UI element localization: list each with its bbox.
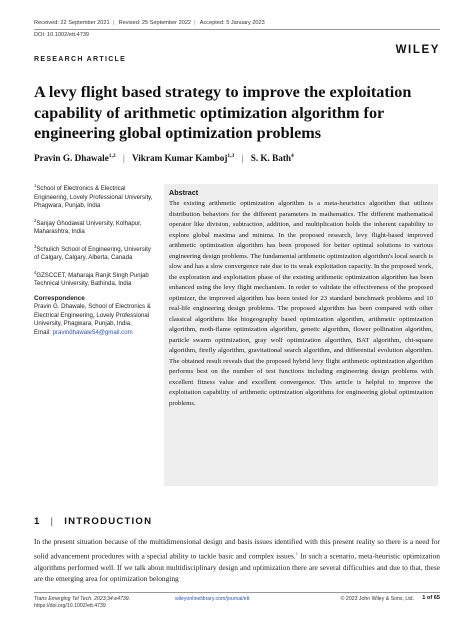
copyright: © 2023 John Wiley & Sons, Ltd. <box>340 596 414 602</box>
doi[interactable]: DOI: 10.1002/ett.4739 <box>34 32 90 38</box>
journal-citation: Trans Emerging Tel Tech. 2023;34:e4739. <box>34 596 131 602</box>
section-separator: | <box>50 516 55 527</box>
section-title: INTRODUCTION <box>64 516 153 527</box>
author-list <box>34 153 294 163</box>
affiliations-column <box>34 182 156 337</box>
section-heading <box>34 516 152 527</box>
author-affiliation-ref: 1,2 <box>108 153 116 159</box>
affiliation: $^2$Sanjay Ghodawat University, Kolhapur, Maharashtra, India <box>34 217 142 236</box>
author-affiliation-ref: 4 <box>291 153 294 159</box>
abstract-text: The existing arithmetic optimization algorithm is a meta-heuristics algorithm that utilizes distribution behaviors for the different parameters in mathematics. The different mathematical operator like division, subtraction, addition, and multiplication holds the inherent capability to explore global maxima and minima. In the proposed research, levy flight-based improved arithmetic optimization algorithm has been proposed for better optimal solutions to various engineering design problems. The fundamental arithmetic optimization algorithm's local search is slow and has a slow convergence rate due to its weak exploitation capacity. In the proposed work, the exploration and exploitation phase of the existing arithmetic optimization algorithm has been enhanced using the levy flight mechanism. In order to validate the effectiveness of the proposed optimizer, the improved algorithm has been tested for 23 standard benchmark problems and 10 real-life engineering design problems. The proposed algorithm has been compared with other classical algorithms like biogeography based optimization algorithm, arithmetic optimization algorithm, moth-flame optimization algorithm, genetic algorithm, flower pollination algorithm, particle swarm optimization, gray wolf optimization algorithm, BAT algorithm, chi-square algorithm, firefly algorithm, gravitational search algorithm, and differential evolution algorithm. The obtained result reveals that the proposed hybrid levy flight arithmetic optimization algorithm performs best on the number of test functions including engineering design problems with excellent fitness value and excellent convergence. This article is helpful to improve the exploitation capability of arithmetic optimization algorithms for engineering global optimization problems. <box>169 200 433 407</box>
correspondence-text: Pravin G. Dhawale, School of Electronics & Electrical Engineering, Lovely Professional University, Phagwara, Punjab, India. <box>34 303 151 328</box>
intro-paragraph: In the present situation because of the multidimensional design and basis issues identified with this present reality so there is a need for solid advancement procedures with a special ability to tackle basic and complex issues.$^1$ In such a scenario, meta-heuristic optimization algorithms performed well. If we talk about multidisciplinary design and optimization there are several difficulties and due to that, these are the emerging area for optimization belonging <box>34 537 441 584</box>
footer-divider <box>34 592 440 593</box>
page-number: 1 of 65 <box>422 595 440 601</box>
footer-citation <box>34 596 130 610</box>
abstract-box <box>164 184 438 486</box>
revised-date: Revised: 25 September 2022 <box>118 20 192 26</box>
author-name[interactable]: Pravin G. Dhawale <box>34 153 109 164</box>
article-type: RESEARCH ARTICLE <box>34 56 127 63</box>
publisher-logo: WILEY <box>395 44 440 56</box>
author-affiliation-ref: 1,3 <box>227 153 235 159</box>
citation-ref[interactable]: 1 <box>295 550 298 556</box>
correspondence-email: Email: pravindhawale54@gmail.com <box>34 328 133 336</box>
author-separator: | <box>122 153 125 164</box>
section-number: 1 <box>34 516 41 527</box>
affiliation: $^3$Schulich School of Engineering, University of Calgary, Calgary, Alberta, Canada <box>34 243 151 262</box>
article-title: A levy flight based strategy to improve the exploitation capability of arithmetic optimization algorithm for engineering global optimization problems <box>34 83 412 142</box>
doi-url[interactable]: https://doi.org/10.1002/ett.4739 <box>34 603 106 610</box>
email-link[interactable]: pravindhawale54@gmail.com <box>52 328 133 336</box>
abstract-heading: Abstract <box>169 188 199 197</box>
author-separator: | <box>241 153 244 164</box>
affiliation: $^4$GZSCCET, Maharaja Ranjit Singh Punjab Technical University, Bathinda, India <box>34 269 149 288</box>
affiliation: $^1$School of Electronics & Electrical Engineering, Lovely Professional University, Phagwara, Punjab, India <box>34 183 153 210</box>
header-divider <box>34 29 440 30</box>
author-name[interactable]: S. K. Bath <box>250 153 292 164</box>
author-name[interactable]: Vikram Kumar Kamboj <box>131 153 228 164</box>
article-dates: Received: 22 September 2021 | Revised: 25 September 2022 | Accepted: 5 January 2023 <box>34 20 265 26</box>
received-date: Received: 22 September 2021 <box>34 20 110 26</box>
accepted-date: Accepted: 5 January 2023 <box>199 20 265 26</box>
correspondence-heading: Correspondence <box>34 294 85 302</box>
journal-website-link[interactable]: wileyonlinelibrary.com/journal/ett <box>175 596 250 602</box>
